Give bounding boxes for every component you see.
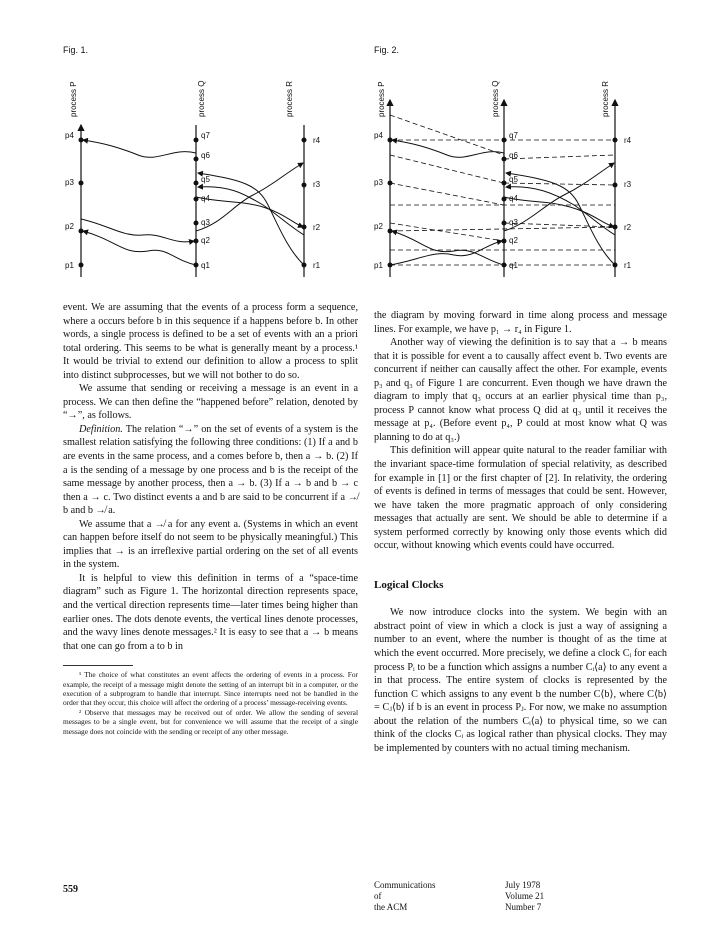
fig1-event-q6: q6 (201, 151, 210, 160)
fig1-event-q5: q5 (201, 175, 210, 184)
fig2-event-q1: q1 (509, 261, 518, 270)
footnote-1: ¹ The choice of what constitutes an event affects the ordering of events in a process. For example, the receipt of a message might denote the setting of an interrupt bit in a computer, or the execution of a subprogram to handle that interrupt. Since interrupts need not be handled in the order that they occur, this choice will affect the ordering of a process’ message-receiving events. (63, 670, 358, 708)
fig2-event-q5: q5 (509, 175, 518, 184)
fig2-event-r2: r2 (624, 223, 632, 232)
fig2-event-q4: q4 (509, 194, 518, 203)
definition-title: Definition. (79, 423, 123, 435)
fig1-event-q1: q1 (201, 261, 210, 270)
fig2-event-q6: q6 (509, 151, 518, 160)
right-para-1: the diagram by moving forward in time along process and message lines. For example, we have p₁ → r₄ in Figure 1. (374, 310, 667, 335)
right-para-3: This definition will appear quite natural to the reader familiar with the invariant space-time formulation of special relativity, as described for example in [1] or the first chapter of [2]. In relativity, the ordering of events is defined in terms of messages that could be sent. However, we have taken the more pragmatic approach of only considering messages that actually are sent. We should be able to determine if a system performed correctly by knowing only those events which did occur, without knowing which events could have occurred. (374, 445, 667, 552)
fig1-event-p1: p1 (65, 261, 74, 270)
right-para-2: Another way of viewing the definition is to say that a → b means that it is possible for event a to causally affect event b. Two events are concurrent if neither can causally affect the other. For example, events p₃ and q₃ of Figure 1 are concurrent. Even though we have drawn the diagram to imply that q₃ occurs at an earlier physical time than p₃, process P cannot know what process Q did at q₃ until it receives the message at p₄. (Before event p₄, P could at most know what Q was planning to do at q₃.) (374, 337, 667, 443)
footnote-rule (63, 665, 133, 666)
fig1-process-r-label: process R (285, 80, 294, 117)
fig1-event-r1: r1 (313, 261, 321, 270)
page-number: 559 (63, 884, 78, 895)
fig2-event-p4: p4 (374, 131, 383, 140)
issue-volume: Volume 21 (505, 891, 545, 901)
fig2-event-r3: r3 (624, 180, 632, 189)
issue-info (505, 880, 544, 913)
fig2-process-q-label: process Q (491, 80, 500, 117)
fig1-event-q2: q2 (201, 236, 210, 245)
fig1-event-r2: r2 (313, 223, 321, 232)
fig2-event-p3: p3 (374, 178, 383, 187)
fig2-label: Fig. 2. (374, 45, 400, 55)
section-heading-logical-clocks: Logical Clocks (374, 578, 444, 591)
fig2-event-p2: p2 (374, 222, 383, 231)
fig2-event-q2: q2 (509, 236, 518, 245)
fig1-messages (81, 140, 304, 265)
fig1-event-q7: q7 (201, 131, 210, 140)
fig2-event-r1: r1 (624, 261, 632, 270)
left-para-1: event. We are assuming that the events of a process form a sequence, where a occurs before b in this sequence if a happens before b. In other words, a single process is defined to be a set of events with an a priori total ordering. This seems to be what is generally meant by a process.¹ It would be trivial to extend our definition to allow a process to split into distinct subprocesses, but we will not bother to do so. (63, 302, 358, 381)
issue-number: Number 7 (505, 902, 542, 912)
fig1-event-r4: r4 (313, 136, 321, 145)
left-para-5: It is helpful to view this definition in terms of a “space-time diagram” such as Figure 1. The horizontal direction represents space, and the vertical direction represents time—later times being higher than earlier ones. The dots denote events, the vertical lines denote processes, and the wavy lines denote messages.² It is easy to see that a → b means that one can go from a to b in (63, 572, 358, 652)
fig2-event-q7: q7 (509, 131, 518, 140)
left-para-definition (63, 423, 358, 518)
fig1-process-q-label: process Q (197, 80, 206, 117)
fig1-event-p4: p4 (65, 131, 74, 140)
fig1-event-p2: p2 (65, 222, 74, 231)
definition-text: The relation “→” on the set of events of a system is the smallest relation satisfying the following three conditions: (1) If a and b are events in the same process, and a comes before b, then a → b. (2) If a is the sending of a message by one process and b is the receipt of the same message by another process, then a → b. (3) If a → b and b → c then a → c. Two distinct events a and b are said to be concurrent if a ↛ b and b ↛ a. (63, 423, 358, 517)
right-para-4: We now introduce clocks into the system. We begin with an abstract point of view in which a clock is just a way of assigning a number to an event, where the number is thought of as the time at which the event occurred. More precisely, we define a clock Cᵢ for each process Pᵢ to be a function which assigns a number Cᵢ⟨a⟩ to any event a in that process. The entire system of clocks is represented by the function C which assigns to any event b the number C⟨b⟩, where C⟨b⟩ = Cⱼ⟨b⟩ if b is an event in process Pⱼ. For now, we make no assumption about the relation of the numbers Cᵢ⟨a⟩ to physical time, so we can think of the clocks Cᵢ as logical rather than physical clocks. They may be implemented by counters with no actual timing mechanism. (374, 607, 667, 754)
fig2-event-p1: p1 (374, 261, 383, 270)
fig2-process-r-label: process R (601, 80, 610, 117)
left-para-4: We assume that a ↛ a for any event a. (Systems in which an event can happen before itself do not seem to be physically meaningful.) This implies that → is an irreflexive partial ordering on the set of all events in the system. (63, 518, 358, 571)
footnotes (63, 670, 358, 736)
figure-1 (63, 55, 338, 285)
journal-line-3: the ACM (374, 902, 408, 912)
fig1-event-p3: p3 (65, 178, 74, 187)
fig1-event-r3: r3 (313, 180, 321, 189)
right-column (374, 309, 667, 755)
fig1-label: Fig. 1. (63, 45, 89, 55)
issue-date: July 1978 (505, 880, 541, 890)
fig1-event-q3: q3 (201, 218, 210, 227)
fig1-event-q4: q4 (201, 194, 210, 203)
fig1-process-p-label: process P (69, 81, 78, 117)
fig2-event-r4: r4 (624, 136, 632, 145)
fig2-process-p-label: process P (377, 81, 386, 117)
journal-name (374, 880, 436, 913)
left-para-2: We assume that sending or receiving a message is an event in a process. We can then define the “happened before” relation, denoted by “→”, as follows. (63, 383, 358, 422)
journal-line-2: of (374, 891, 382, 901)
fig2-event-q3: q3 (509, 218, 518, 227)
figure-2 (374, 55, 649, 285)
journal-line-1: Communications (374, 880, 436, 890)
left-column (63, 301, 358, 736)
footnote-2: ² Observe that messages may be received out of order. We allow the sending of several messages to be a single event, but for convenience we will assume that the receipt of a single message does not coincide with the sending or receipt of any other message. (63, 707, 358, 736)
